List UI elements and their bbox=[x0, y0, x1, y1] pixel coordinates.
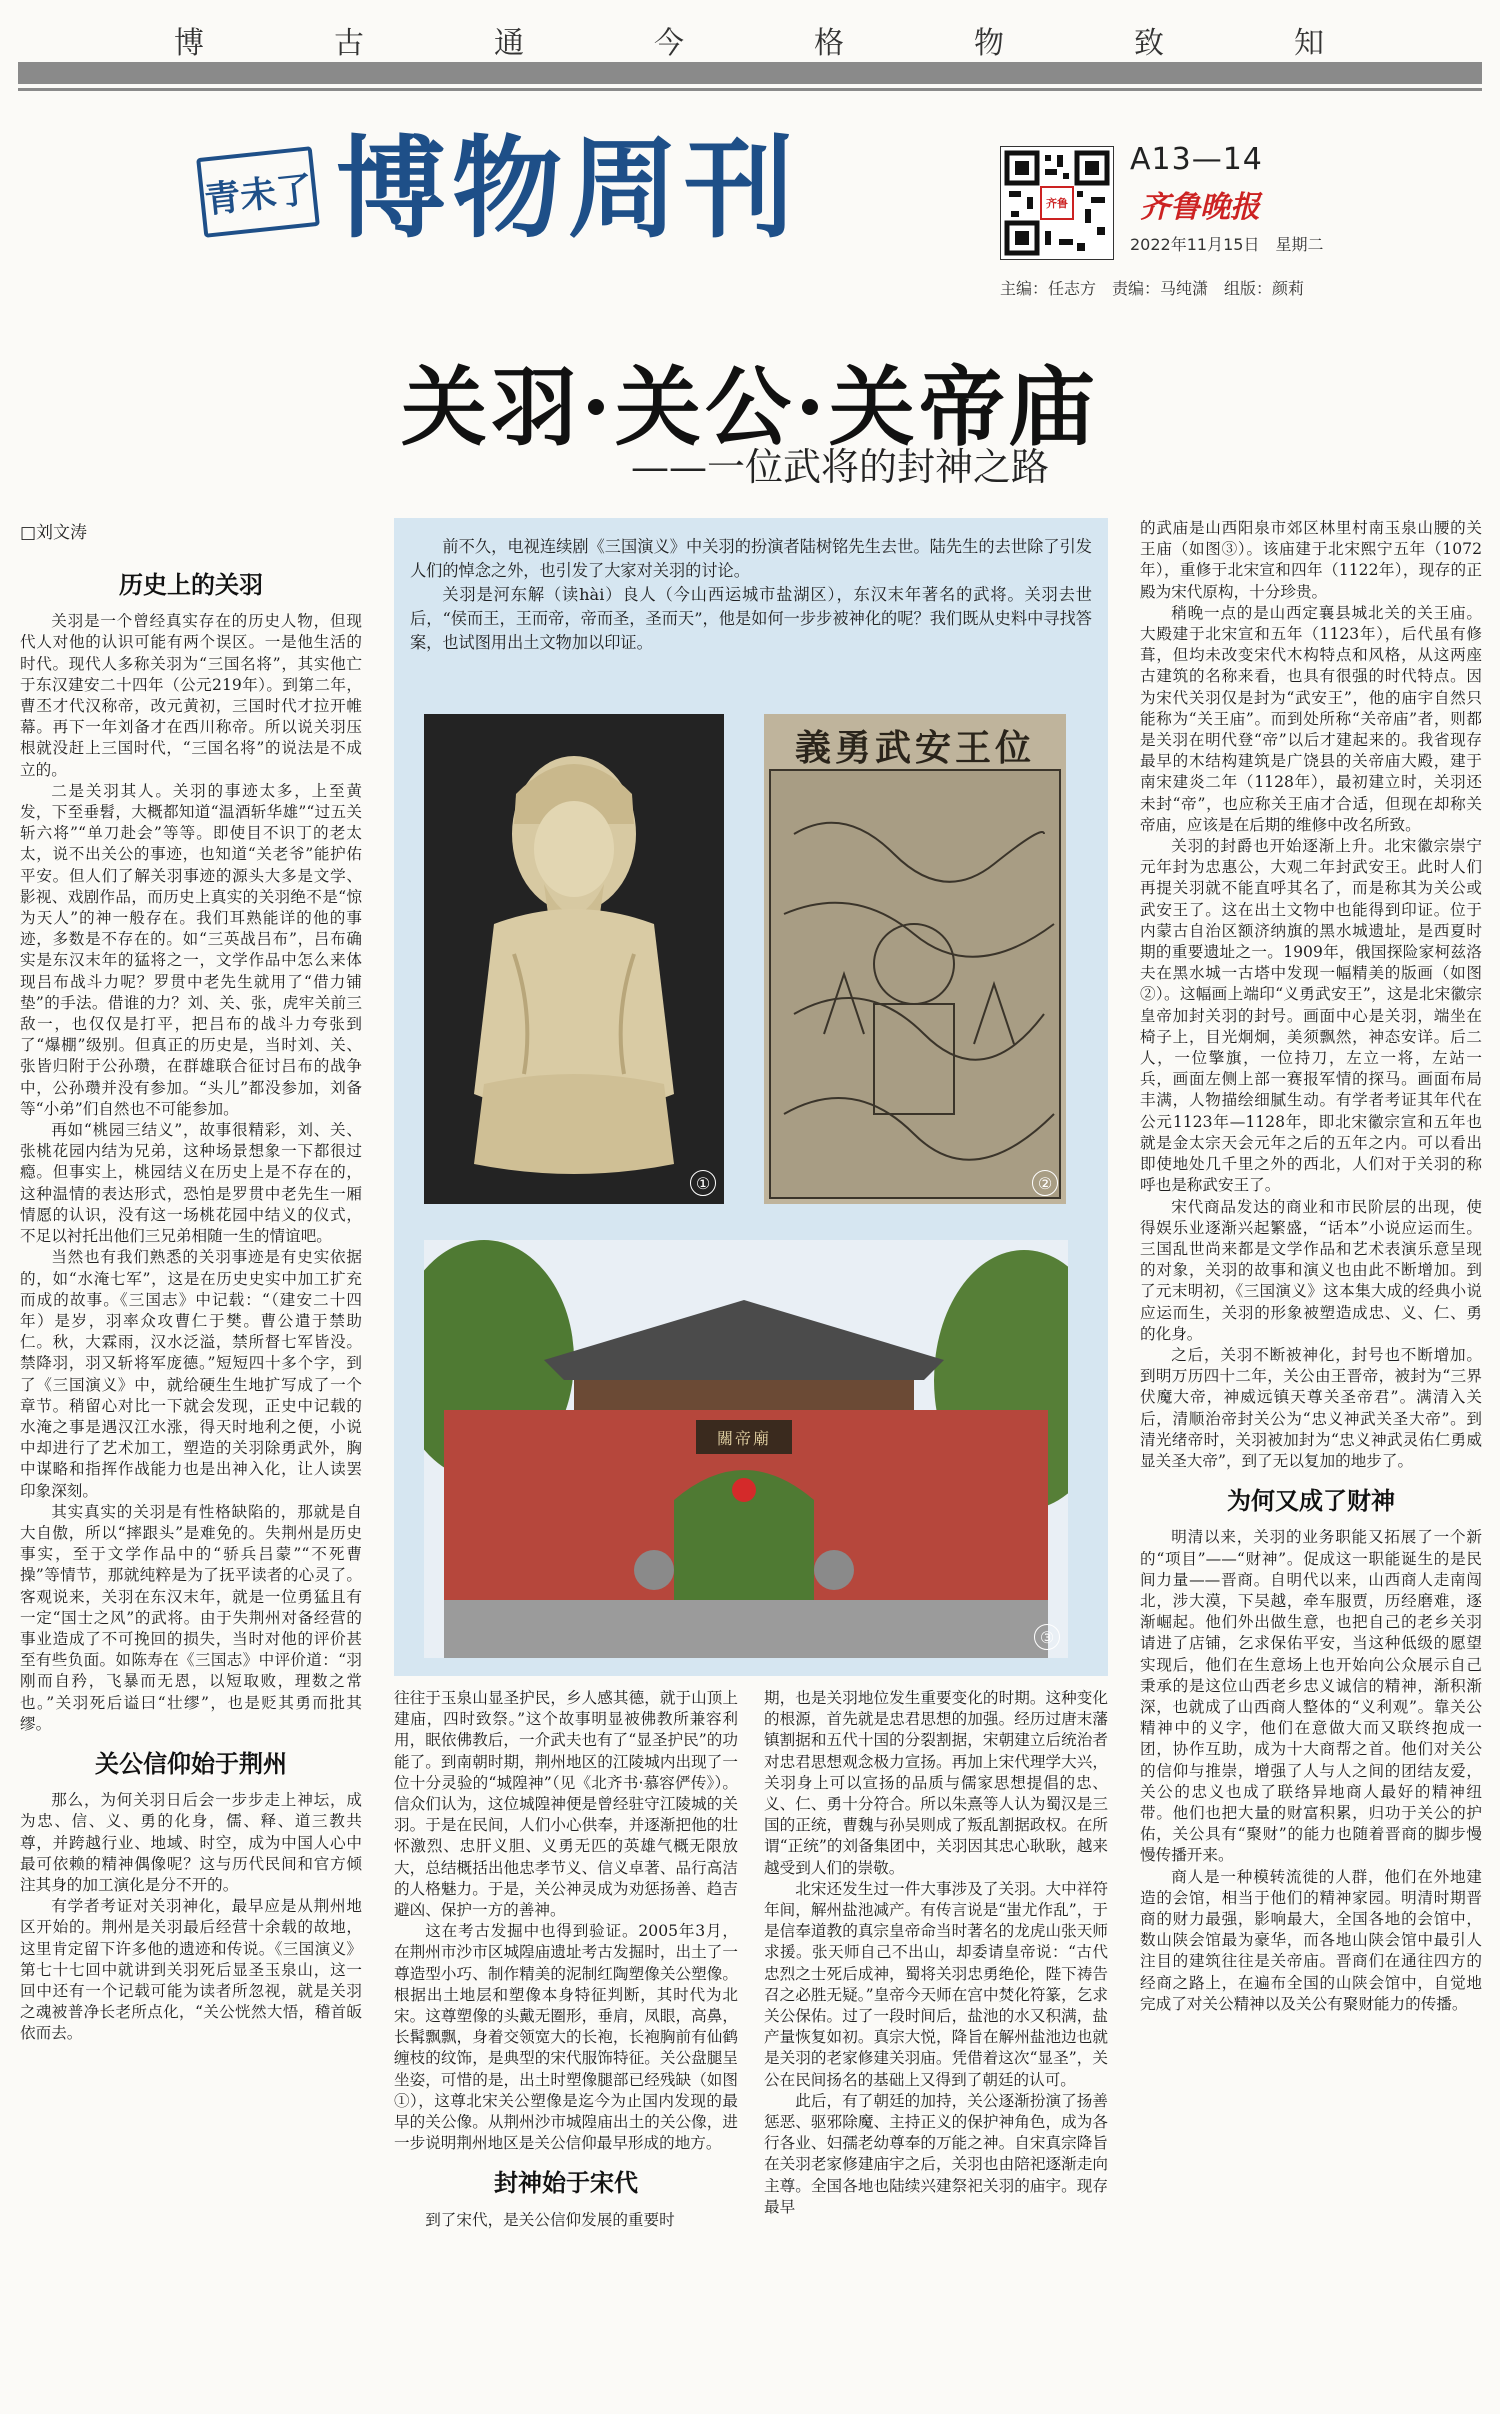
print-title: 義勇武安王位 bbox=[794, 727, 1035, 769]
motto-char: 今 bbox=[654, 26, 686, 61]
figure-label: ② bbox=[1032, 1170, 1058, 1196]
temple-image bbox=[424, 1240, 1068, 1658]
section-logo: 青未了 bbox=[196, 146, 320, 238]
paragraph: 这在考古发掘中也得到验证。2005年3月，在荆州市沙市区城隍庙遗址考古发掘时，出土了一尊造型小巧、制作精美的泥制红陶塑像关公塑像。根据出土地层和塑像本身特征判断，其时代为北宋。这尊塑像的头戴无圈形，垂肩，凤眼，高鼻，长髯飘飘，身着交领宽大的长袍，长袍胸前有仙鹤缠枝的纹饰，是典型的宋代服饰特征。关公盘腿呈坐姿，可惜的是，出土时塑像腿部已经残缺（如图①），这尊北宋关公塑像是迄今为止国内发现的最早的关公像。从荆州沙市城隍庙出土的关公像，进一步说明荆州地区是关公信仰最早形成的地方。 bbox=[394, 1922, 738, 2153]
figure-label: ① bbox=[690, 1170, 716, 1196]
issue-date: 2022年11月15日 星期二 bbox=[1130, 235, 1324, 254]
page-number: A13—14 bbox=[1130, 142, 1263, 177]
paragraph: 明清以来，关羽的业务职能又拓展了一个新的“项目”——“财神”。促成这一职能诞生的是民间力量——晋商。自明代以来，山西商人走南闯北，涉大漠，下吴越，牵车服贾，历经磨难，逐渐崛起。他们外出做生意，也把自己的老乡关羽请进了店铺，乞求保佑平安，当这种低级的愿望实现后，他们在生意场上也开始向公众展示自己秉承的是这位山西老乡忠义诚信的精神，渐积渐深，也就成了山西商人整体的“义利观”。靠关公精神中的义字，他们在意做大而又联终抱成一团，协作互助，成为十大商帮之首。他们对关公的信仰与推崇，增强了人与人之间的团结友爱，关公的忠义也成了联络异地商人最好的精神纽带。他们也把大量的财富积累，归功于关公的护佑，关公具有“聚财”的能力也随着晋商的脚步慢慢传播开来。 bbox=[1140, 1528, 1482, 1865]
paragraph: 稍晚一点的是山西定襄县城北关的关王庙。大殿建于北宋宣和五年（1123年），后代虽有修葺，但均未改变宋代木构特点和风格，从这两座古建筑的名称来看，也具有很强的时代特点。因为宋代关羽仅是封为“武安王”，他的庙宇自然只能称为“关王庙”。而到处所称“关帝庙”者，则都是关羽在明代登“帝”以后才建起来的。我省现存最早的木结构建筑是广饶县的关帝庙大殿，建于南宋建炎二年（1128年），最初建立时，关羽还未封“帝”，也应称关王庙才合适，但现在却称关帝庙，应该是在后期的维修中改名所致。 bbox=[1140, 603, 1482, 834]
intro-text bbox=[410, 535, 1092, 655]
section-title: 为何又成了财神 bbox=[1227, 1486, 1395, 1516]
paragraph: 二是关羽其人。关羽的事迹太多，上至黄发，下至垂髫，大概都知道“温酒斩华雄”“过五关斩六将”“单刀赴会”等等。即使目不识丁的老太太，说不出关公的事迹，也知道“关老爷”能护佑平安。但人们了解关羽事迹的源头大多是文学、影视、戏剧作品，而历史上真实的关羽绝不是“惊为天人”的神一般存在。我们耳熟能详的他的事迹，多数是不存在的。如“三英战吕布”，吕布确实是东汉末年的猛将之一，文学作品中怎么来体现吕布战斗力呢？罗贯中老先生就用了“借力铺垫”的手法。借谁的力？刘、关、张，虎牢关前三敌一，也仅仅是打平，把吕布的战斗力夸张到了“爆棚”级别。但真正的历史是，当时刘、关、张皆归附于公孙瓒，在群雄联合征讨吕布的战争中，公孙瓒并没有参加。“头儿”都没参加，刘备等“小弟”们自然也不可能参加。 bbox=[20, 781, 362, 1118]
top-rule bbox=[18, 62, 1482, 84]
author-byline: □刘文涛 bbox=[20, 523, 88, 543]
motto-char: 致 bbox=[1134, 26, 1166, 61]
article-subtitle: ——一位武将的封神之路 bbox=[630, 445, 1049, 489]
figure-1-guan-gong-statue bbox=[424, 714, 724, 1204]
paragraph: 有学者考证对关羽神化，最早应是从荆州地区开始的。荆州是关羽最后经营十余载的故地，这里肯定留下许多他的遗迹和传说。《三国演义》第七十七回中就讲到关羽死后显圣玉泉山，这一回中还有一个记载可能为读者所忽视，就是关羽之魂被普净长老所点化，“关公恍然大悟，稽首皈依而去。 bbox=[20, 1897, 362, 2043]
figure-2-woodblock-print bbox=[764, 714, 1066, 1204]
paragraph: 商人是一种模转流徙的人群，他们在外地建造的会馆，相当于他们的精神家园。明清时期晋商的财力最强，影响最大，全国各地的会馆中，数山陕会馆最为豪华，而各地山陕会馆中最引人注目的建筑往往是关帝庙。晋商们在通往四方的经商之路上，在遍布全国的山陕会馆中，自觉地完成了对关公精神以及关公有聚财能力的传播。 bbox=[1140, 1867, 1482, 2013]
paragraph: 当然也有我们熟悉的关羽事迹是有史实依据的，如“水淹七军”，这是在历史史实中加工扩充而成的故事。《三国志》中记载：“（建安二十四年）是岁，羽率众攻曹仁于樊。曹公遣于禁助仁。秋，大霖雨，汉水泛溢，禁所督七军皆没。禁降羽，羽又斩将军庞德。”短短四十多个字，到了《三国演义》中，就给硬生生地扩写成了一个章节。稍留心对比一下就会发现，正史中记载的水淹之事是遇汉江水涨，得天时地利之便，小说中却进行了艺术加工，塑造的关羽除勇武外，胸中谋略和指挥作战能力也是出神入化，让人读罢印象深刻。 bbox=[20, 1248, 362, 1500]
motto-char: 物 bbox=[974, 26, 1006, 61]
editors-line: 主编：任志方 责编：马纯潇 组版：颜莉 bbox=[1000, 279, 1305, 298]
paragraph: 之后，关羽不断被神化，封号也不断增加。到明万历四十二年，关公由王晋帝，被封为“三界伏魔大帝，神威远镇天尊关圣帝君”。满清入关后，清顺治帝封关公为“忠义神武关圣大帝”。到清光绪帝时，关羽被加封为“忠义神武灵佑仁勇威显关圣大帝”，到了无以复加的地步了。 bbox=[1140, 1345, 1482, 1470]
paragraph: 那么，为何关羽日后会一步步走上神坛，成为忠、信、义、勇的化身，儒、释、道三教共尊，并跨越行业、地域、时空，成为中国人心中最可依赖的精神偶像呢？这与历代民间和官方倾注其身的加工演化是分不开的。 bbox=[20, 1791, 362, 1894]
top-rule-thin bbox=[18, 88, 1482, 91]
qr-badge: 齐鲁 bbox=[1046, 197, 1068, 210]
temple-plaque: 關帝廟 bbox=[716, 1429, 771, 1448]
paragraph: 宋代商品发达的商业和市民阶层的出现，使得娱乐业逐渐兴起繁盛，“话本”小说应运而生。三国乱世尚来都是文学作品和艺术表演乐意呈现的对象，关羽的故事和演义也由此不断增加。到了元末明初，《三国演义》这本集大成的经典小说应运而生，关羽的形象被塑造成忠、义、仁、勇的化身。 bbox=[1140, 1197, 1482, 1343]
column-2 bbox=[394, 1688, 738, 2408]
figure-3-guanwang-temple bbox=[424, 1240, 1068, 1658]
motto-char: 格 bbox=[814, 26, 846, 61]
section-title: 关公信仰始于荆州 bbox=[95, 1748, 287, 1778]
paragraph: 关羽是一个曾经真实存在的历史人物，但现代人对他的认识可能有两个误区。一是他生活的时代。现代人多称关羽为“三国名将”，其实他亡于东汉建安二十四年（公元219年）。到第二年，曹丕才代汉称帝，改元黄初，三国时代才拉开帷幕。再下一年刘备才在西川称帝。所以说关羽压根就没赶上三国时代，“三国名将”的说法是不成立的。 bbox=[20, 612, 362, 779]
section-title: 历史上的关羽 bbox=[119, 570, 263, 599]
top-motto bbox=[0, 18, 1500, 62]
statue-image bbox=[424, 714, 724, 1204]
paragraph: 到了宋代，是关公信仰发展的重要时 bbox=[425, 2210, 675, 2229]
masthead: 博物周刊 bbox=[336, 125, 800, 253]
paragraph: 往往于玉泉山显圣护民，乡人感其德，就于山顶上建庙，四时致祭。”这个故事明显被佛教所兼容利用，眠依佛教后，一介武夫也有了“显圣护民”的功能了。到南朝时期，荆州地区的江陵城内出现了一位十分灵验的“城隍神”（见《北齐书·慕容俨传》）。信众们认为，这位城隍神便是曾经驻守江陵城的关羽。于是在民间，人们小心供奉，并逐渐把他的壮怀激烈、忠肝义胆、义勇无匹的英雄气概无限放大，总结概括出他忠孝节义、信义卓著、品行高洁的人格魅力。于是，关公神灵成为劝惩扬善、趋吉避凶、保护一方的善神。 bbox=[394, 1689, 738, 1920]
column-3 bbox=[764, 1688, 1108, 2408]
column-4 bbox=[1140, 518, 1482, 2408]
intro-paragraph: 关羽是河东解（读hài）良人（今山西运城市盐湖区），东汉末年著名的武将。关羽去世后，“侯而王，王而帝，帝而圣，圣而天”，他是如何一步步被神化的呢？我们既从史料中寻找答案，也试图用出土文物加以印证。 bbox=[410, 585, 1092, 652]
motto-char: 通 bbox=[494, 26, 526, 61]
motto-char: 知 bbox=[1294, 26, 1326, 61]
motto-char: 博 bbox=[174, 26, 206, 61]
paragraph: 其实真实的关羽是有性格缺陷的，那就是自大自傲，所以“摔跟头”是难免的。失荆州是历史事实，至于文学作品中的“骄兵吕蒙”“不死曹操”等情节，那就纯粹是为了抚平读者的心灵了。客观说来，关羽在东汉末年，就是一位勇猛且有一定“国士之风”的武将。由于失荆州对备经营的事业造成了不可挽回的损失，当时对他的评价甚至有些负面。如陈寿在《三国志》中评价道：“羽刚而自矜，飞暴而无恩，以短取败，理数之常也。”关羽死后谥曰“壮缪”，也是贬其勇而批其缪。 bbox=[20, 1502, 362, 1733]
print-image bbox=[764, 714, 1066, 1204]
qr-code-icon[interactable] bbox=[1000, 146, 1114, 260]
article-title: 关羽·关公·关帝庙 bbox=[401, 357, 1099, 458]
paragraph: 的武庙是山西阳泉市郊区林里村南玉泉山腰的关王庙（如图③）。该庙建于北宋熙宁五年（1072年），重修于北宋宣和四年（1122年），现存的正殿为宋代原构，十分珍贵。 bbox=[1140, 519, 1482, 601]
paragraph: 期，也是关羽地位发生重要变化的时期。这种变化的根源，首先就是忠君思想的加强。经历过唐末藩镇割据和五代十国的分裂割据，宋朝建立后统治者对忠君思想观念极力宣扬。再加上宋代理学大兴，关羽身上可以宣扬的品质与儒家思想提倡的忠、义、仁、勇十分符合。所以朱熹等人认为蜀汉是三国的正统，曹魏与孙吴则成了叛乱割据政权。在所谓“正统”的刘备集团中，关羽因其忠心耿耿，越来越受到人们的崇敬。 bbox=[764, 1689, 1108, 1877]
paragraph: 北宋还发生过一件大事涉及了关羽。大中祥符年间，解州盐池减产。有传言说是“蚩尤作乱”，于是信奉道教的真宗皇帝命当时著名的龙虎山张天师求援。张天师自己不出山，却委请皇帝说：“古代忠烈之士死后成神，蜀将关羽忠勇绝伦，陛下祷告召之必胜无疑。”皇帝今天师在宫中焚化符篆，乞求关公保佑。过了一段时间后，盐池的水又积满，盐产量恢复如初。真宗大悦，降旨在解州盐池边也就是关羽的老家修建关羽庙。凭借着这次“显圣”，关公在民间扬名的基础上又得到了朝廷的认可。 bbox=[764, 1879, 1108, 2089]
motto-char: 古 bbox=[334, 26, 366, 61]
column-1 bbox=[20, 556, 362, 2406]
figure-label: ③ bbox=[1034, 1624, 1060, 1650]
paragraph: 再如“桃园三结义”，故事很精彩，刘、关、张桃花园内结为兄弟，这种场景想象一下都很过瘾。但事实上，桃园结义在历史上是不存在的，这种温情的表达形式，恐怕是罗贯中老先生一厢情愿的认识，没有这一场桃花园中结义的仪式，不足以衬托出他们三兄弟相随一生的情谊吧。 bbox=[20, 1121, 362, 1246]
section-title: 封神始于宋代 bbox=[494, 2168, 638, 2198]
intro-paragraph: 前不久，电视连续剧《三国演义》中关羽的扮演者陆树铭先生去世。陆先生的去世除了引发人们的悼念之外，也引发了大家对关羽的讨论。 bbox=[410, 537, 1092, 580]
paper-name: 齐鲁晚报 bbox=[1140, 190, 1260, 225]
paragraph: 此后，有了朝廷的加持，关公逐渐扮演了扬善惩恶、驱邪除魔、主持正义的保护神角色，成为各行各业、妇孺老幼尊奉的万能之神。自宋真宗降旨在关羽老家修建庙宇之后，关羽也由陪祀逐渐走向主尊。全国各地也陆续兴建祭祀关羽的庙宇。现存最早 bbox=[764, 2091, 1108, 2216]
paragraph: 关羽的封爵也开始逐渐上升。北宋徽宗崇宁元年封为忠惠公，大观二年封武安王。此时人们再提关羽就不能直呼其名了，而是称其为关公或武安王了。这在出土文物中也能得到印证。位于内蒙古自治区额济纳旗的黑水城遗址，是西夏时期的重要遗址之一。1909年，俄国探险家柯兹洛夫在黑水城一古塔中发现一幅精美的版画（如图②）。这幅画上端印“义勇武安王”，这是北宋徽宗皇帝加封关羽的封号。画面中心是关羽，端坐在椅子上，目光炯炯，美须飘然，神态安详。后二人，一位擎旗，一位持刀，左立一将，左站一兵，画面左侧上部一赛报军情的探马。画面布局丰满，人物描绘细腻生动。有学者考证其年代在公元1123年—1128年，即北宋徽宗宣和五年也就是金太宗天会元年之后的五年之内。可以看出即使地处几千里之外的西北，人们对于关羽的称呼也是称武安王了。 bbox=[1140, 837, 1482, 1195]
